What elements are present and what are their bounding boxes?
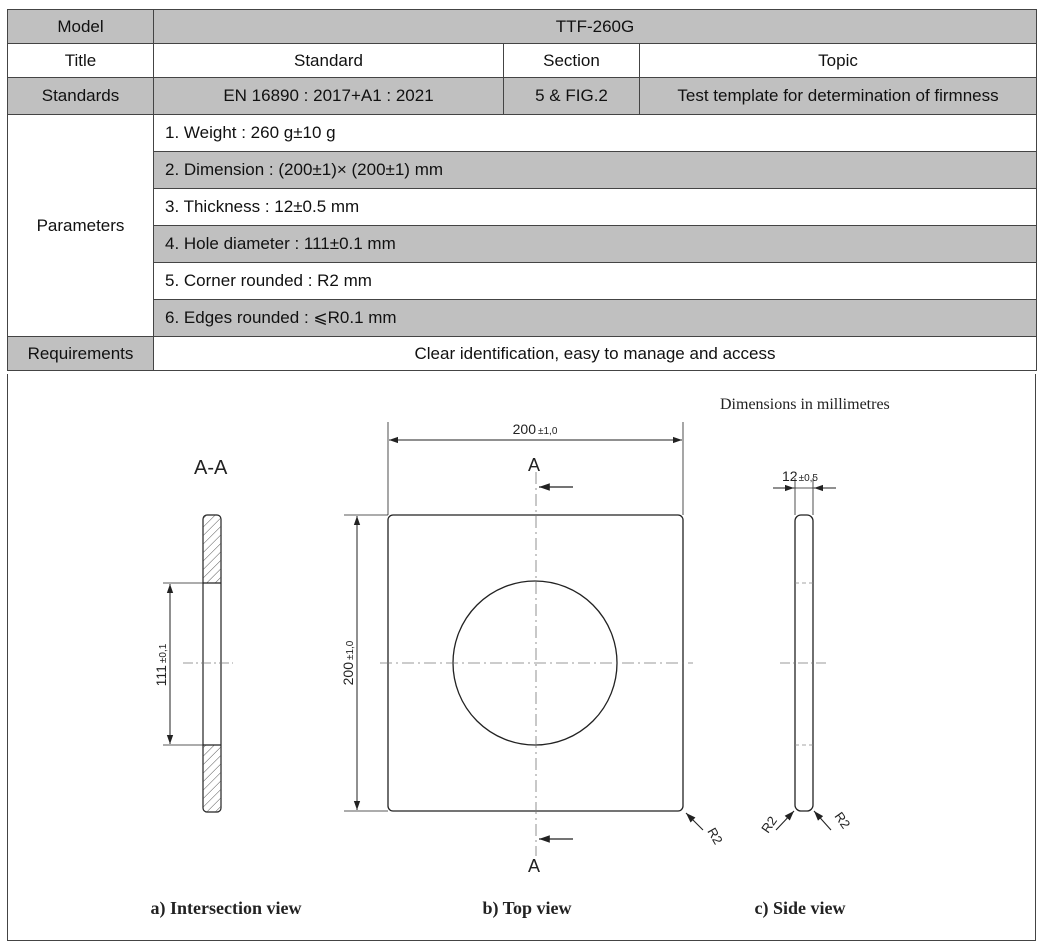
corner-radius-leader [686, 813, 703, 830]
parameter-row [8, 300, 1037, 337]
requirements-row [8, 337, 1037, 371]
side-radius-leader-right [814, 811, 831, 830]
requirements-value: Clear identification, easy to manage and access [154, 337, 1037, 371]
height-dim-label [340, 640, 356, 685]
model-label: Model [8, 10, 154, 44]
section-hatch-top [204, 516, 221, 583]
technical-drawing [8, 374, 1035, 940]
side-view [758, 468, 853, 836]
spec-table [7, 9, 1037, 371]
title-row [8, 44, 1037, 78]
thickness-dim-tolerance: ±0,5 [798, 473, 818, 484]
side-radius-label-right: R2 [831, 809, 854, 832]
parameter-row [8, 226, 1037, 263]
model-value: TTF-260G [154, 10, 1037, 44]
parameter-thickness: 3. Thickness : 12±0.5 mm [154, 189, 1037, 226]
cut-label-bottom: A [528, 856, 541, 876]
section-value: 5 & FIG.2 [504, 78, 640, 115]
standards-row [8, 78, 1037, 115]
hole-dim-label [153, 643, 169, 686]
caption-top-view: b) Top view [482, 898, 572, 918]
parameter-row [8, 152, 1037, 189]
hole-dim-tolerance: ±0,1 [158, 643, 169, 664]
technical-drawing-panel [7, 374, 1036, 941]
parameter-corner-rounded: 5. Corner rounded : R2 mm [154, 263, 1037, 300]
parameter-edges-rounded: 6. Edges rounded : ⩽R0.1 mm [154, 300, 1037, 337]
section-label: A-A [194, 457, 228, 479]
title-label: Title [8, 44, 154, 78]
width-dim-value: 200 [512, 421, 536, 437]
column-header-section: Section [504, 44, 640, 78]
parameter-weight: 1. Weight : 260 g±10 g [154, 115, 1037, 152]
height-dim-value: 200 [340, 662, 356, 686]
section-hatch-bottom [204, 745, 221, 811]
corner-radius-label: R2 [704, 825, 726, 847]
hole-dim-value: 111 [153, 665, 169, 687]
topic-value: Test template for determination of firmness [640, 78, 1037, 115]
model-row [8, 10, 1037, 44]
thickness-dim-value: 12 [782, 468, 798, 484]
caption-side-view: c) Side view [754, 898, 846, 918]
parameters-label: Parameters [8, 115, 154, 337]
parameter-row [8, 115, 1037, 152]
thickness-dim-label [782, 468, 818, 484]
dimensions-note: Dimensions in millimetres [720, 396, 890, 413]
top-view [340, 421, 726, 876]
side-radius-leader-left [776, 811, 794, 830]
height-dim-tolerance: ±1,0 [345, 640, 356, 661]
requirements-label: Requirements [8, 337, 154, 371]
caption-intersection-view: a) Intersection view [150, 898, 302, 918]
intersection-view [153, 457, 233, 812]
standards-label: Standards [8, 78, 154, 115]
column-header-topic: Topic [640, 44, 1037, 78]
parameter-row [8, 263, 1037, 300]
cut-label-top: A [528, 455, 541, 475]
width-dim-label [513, 421, 558, 437]
standard-value: EN 16890 : 2017+A1 : 2021 [154, 78, 504, 115]
parameter-hole-diameter: 4. Hole diameter : 111±0.1 mm [154, 226, 1037, 263]
parameter-dimension: 2. Dimension : (200±1)× (200±1) mm [154, 152, 1037, 189]
width-dim-tolerance: ±1,0 [537, 426, 558, 437]
side-radius-label-left: R2 [758, 813, 780, 836]
parameter-row [8, 189, 1037, 226]
column-header-standard: Standard [154, 44, 504, 78]
